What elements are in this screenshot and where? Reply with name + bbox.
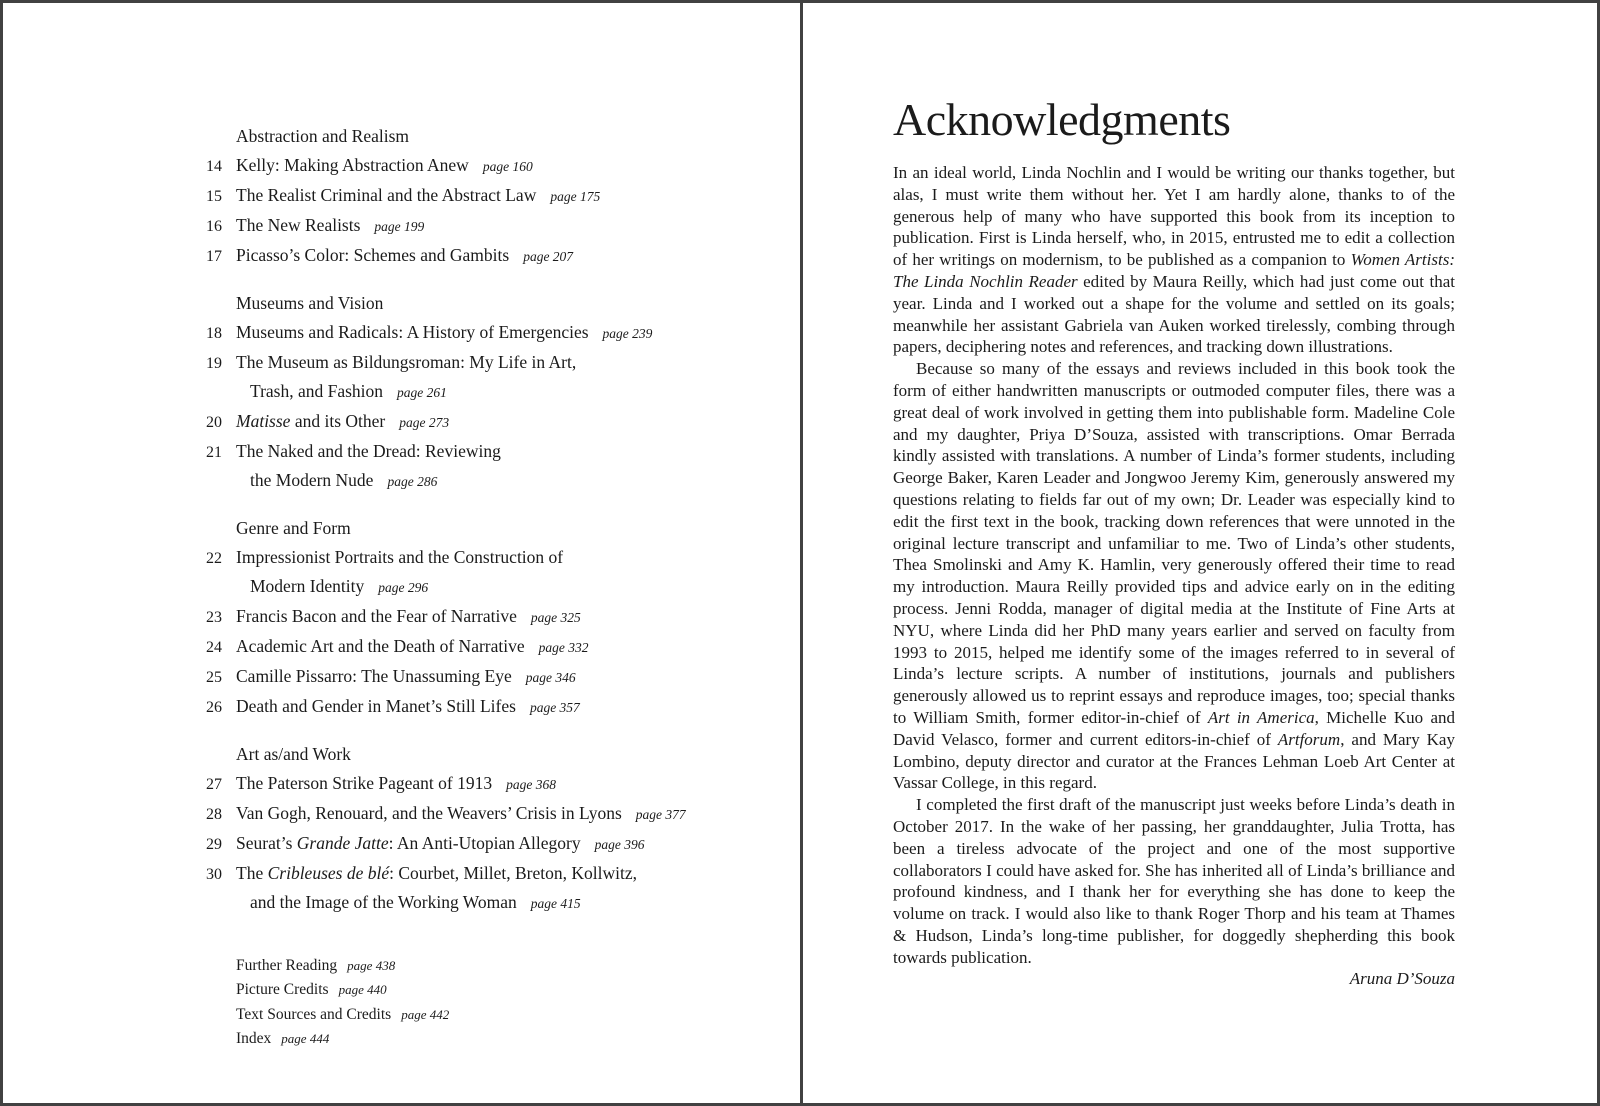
page-ref: page 438 <box>347 958 396 973</box>
toc-entry <box>206 437 760 496</box>
end-matter-title: Picture Credits <box>236 981 329 999</box>
page-ref: page 332 <box>538 640 589 655</box>
page-ref: page 440 <box>338 982 387 998</box>
chapter-title: Impressionist Portraits and the Construction of Modern Identity page 296 <box>236 547 564 596</box>
chapter-title: Matisse and its Other page 273 <box>236 411 450 431</box>
page-ref: page 160 <box>482 159 533 174</box>
end-matter-entry <box>236 978 760 1002</box>
toc-entry <box>206 318 760 348</box>
chapter-number: 14 <box>206 158 222 175</box>
page-ref: page 175 <box>550 189 601 204</box>
page-ref: page 368 <box>506 777 557 792</box>
chapter-title: Museums and Radicals: A History of Emergencies page 239 <box>236 322 653 342</box>
page-ref: page 396 <box>594 837 645 852</box>
toc-entry <box>206 799 760 829</box>
toc-page <box>3 3 800 1103</box>
end-matter-entry <box>236 1003 760 1027</box>
page-ref: page 273 <box>399 415 450 430</box>
toc-section <box>206 740 760 918</box>
chapter-number: 16 <box>206 218 222 235</box>
page-ref: page 325 <box>530 610 581 625</box>
acknowledgments-page <box>800 3 1597 1103</box>
page-ref: page 444 <box>281 1030 330 1046</box>
toc-section <box>206 514 760 722</box>
chapter-title: Kelly: Making Abstraction Anew page 160 <box>236 155 533 175</box>
chapter-number: 25 <box>206 669 222 686</box>
page-ref: page 261 <box>397 385 447 400</box>
toc-entry <box>206 859 760 918</box>
chapter-number: 19 <box>206 355 222 372</box>
chapter-title: The New Realists page 199 <box>236 215 425 235</box>
page-ref: page 239 <box>602 326 653 341</box>
chapter-number: 29 <box>206 836 222 853</box>
chapter-number: 27 <box>206 776 222 793</box>
table-of-contents <box>206 122 760 918</box>
page-ref: page 207 <box>523 249 574 264</box>
chapter-title: The Cribleuses de blé: Courbet, Millet, Breton, Kollwitz, and the Image of the Working Woman page 415 <box>236 863 637 912</box>
toc-entry <box>206 632 760 662</box>
toc-section-title: Art as/and Work <box>236 744 351 764</box>
page-ref: page 415 <box>530 896 581 911</box>
toc-section-title: Genre and Form <box>236 518 351 538</box>
toc-entry <box>206 151 760 181</box>
end-matter-entry <box>236 1027 760 1051</box>
page-ref: page 296 <box>378 580 429 595</box>
chapter-title: Picasso’s Color: Schemes and Gambits page 207 <box>236 245 574 265</box>
chapter-title: Francis Bacon and the Fear of Narrative page 325 <box>236 606 581 626</box>
chapter-title: The Museum as Bildungsroman: My Life in Art, Trash, and Fashion page 261 <box>236 352 577 401</box>
chapter-title: Death and Gender in Manet’s Still Lifes page 357 <box>236 696 580 716</box>
chapter-number: 17 <box>206 248 222 265</box>
chapter-number: 28 <box>206 806 222 823</box>
end-matter-title: Further Reading <box>236 957 338 974</box>
end-matter-entry <box>236 954 760 978</box>
chapter-number: 22 <box>206 550 222 567</box>
chapter-title: Camille Pissarro: The Unassuming Eye page 346 <box>236 666 576 686</box>
acknowledgments-paragraph: I completed the first draft of the manuscript just weeks before Linda’s death in October 2017. In the wake of her passing, her granddaughter, Julia Trotta, has been a tireless advocate of the project and one of the most supportive collaborators I could have asked for. She has inherited all of Linda’s brilliance and profound kindness, and I thank her for everything she has done to keep the volume on track. I would also like to thank Roger Thorp and his team at Thames & Hudson, Linda’s long-time publisher, for doggedly shepherding this book towards publication. <box>893 795 1455 967</box>
acknowledgments-paragraph: Because so many of the essays and reviews included in this book took the form of either handwritten manuscripts or outmoded computer files, there was a great deal of work involved in getting them into publishable form. Madeline Cole and my daughter, Priya D’Souza, assisted with transcriptions. Omar Berrada kindly assisted with translations. A number of Linda’s former students, including George Baker, Karen Leader and Jongwoo Jeremy Kim, generously answered my questions relating to fields far out of my own; Dr. Leader was especially kind to edit the first text in the book, tracking down references that were unnoted in the original lecture transcript and unfamiliar to me. Two of Linda’s other students, Thea Smolinski and Amy K. Hamlin, very generously offered their time to read my introduction. Maura Reilly provided tips and advice early on in the editing process. Jenni Rodda, manager of digital media at the Institute of Fine Arts at NYU, where Linda did her PhD many years earlier and served on faculty from 1993 to 2015, helped me identify some of the images referred to in several of Linda’s lecture scripts. A number of institutions, journals and publishers generously allowed us to reprint essays and reproduce images, too; special thanks to William Smith, former editor-in-chief of Art in America, Michelle Kuo and David Velasco, former and current editors-in-chief of Artforum, and Mary Kay Lombino, deputy director and curator at the Frances Lehman Loeb Art Center at Vassar College, in this regard. <box>893 359 1455 793</box>
toc-entry <box>206 181 760 211</box>
chapter-number: 23 <box>206 609 222 626</box>
end-matter-title: Index <box>236 1029 272 1047</box>
page-ref: page 286 <box>387 474 438 489</box>
page-ref: page 346 <box>525 670 576 685</box>
chapter-number: 18 <box>206 325 222 342</box>
toc-entry <box>206 348 760 407</box>
toc-entry <box>206 662 760 692</box>
page-ref: page 199 <box>374 219 425 234</box>
end-matter-title: Text Sources and Credits <box>236 1005 392 1023</box>
toc-section-title: Museums and Vision <box>236 293 384 313</box>
chapter-title: Academic Art and the Death of Narrative page 332 <box>236 636 589 656</box>
chapter-number: 20 <box>206 414 222 431</box>
toc-entry <box>206 829 760 859</box>
chapter-title: Seurat’s Grande Jatte: An Anti-Utopian Allegory page 396 <box>236 833 645 853</box>
chapter-title: The Paterson Strike Pageant of 1913 page 368 <box>236 773 557 793</box>
chapter-number: 15 <box>206 188 222 205</box>
chapter-number: 24 <box>206 639 222 656</box>
page-title: Acknowledgments <box>893 94 1231 145</box>
page-ref: page 357 <box>529 700 580 715</box>
acknowledgments-paragraph: In an ideal world, Linda Nochlin and I would be writing our thanks together, but alas, I must write them without her. Yet I am hardly alone, thanks to of the generous help of many who have supported this book from its inception to publication. First is Linda herself, who, in 2015, entrusted me to edit a collection of her writings on modernism, to be published as a companion to Women Artists: The Linda Nochlin Reader edited by Maura Reilly, which had just come out that year. Linda and I worked out a shape for the volume and settled on its goals; meanwhile her assistant Gabriela van Auken worked tirelessly, combing through papers, deciphering notes and references, and tracking down illustrations. <box>893 163 1455 357</box>
page-ref: page 442 <box>401 1006 450 1022</box>
chapter-title: The Realist Criminal and the Abstract Law page 175 <box>236 185 601 205</box>
chapter-number: 21 <box>206 444 222 461</box>
end-matter-list <box>236 954 760 1051</box>
toc-section <box>206 289 760 496</box>
page-ref: page 377 <box>635 807 686 822</box>
toc-section <box>206 122 760 271</box>
toc-entry <box>206 692 760 722</box>
toc-entry <box>206 769 760 799</box>
toc-entry <box>206 543 760 602</box>
toc-entry <box>206 407 760 437</box>
acknowledgments-body <box>893 162 1455 968</box>
toc-entry <box>206 241 760 271</box>
toc-entry <box>206 211 760 241</box>
chapter-number: 26 <box>206 699 222 716</box>
toc-entry <box>206 602 760 632</box>
chapter-title: Van Gogh, Renouard, and the Weavers’ Crisis in Lyons page 377 <box>236 803 686 823</box>
toc-section-title: Abstraction and Realism <box>236 126 410 146</box>
author-signature: Aruna D’Souza <box>1349 969 1455 989</box>
chapter-title: The Naked and the Dread: Reviewing the Modern Nude page 286 <box>236 441 501 490</box>
chapter-number: 30 <box>206 866 222 883</box>
